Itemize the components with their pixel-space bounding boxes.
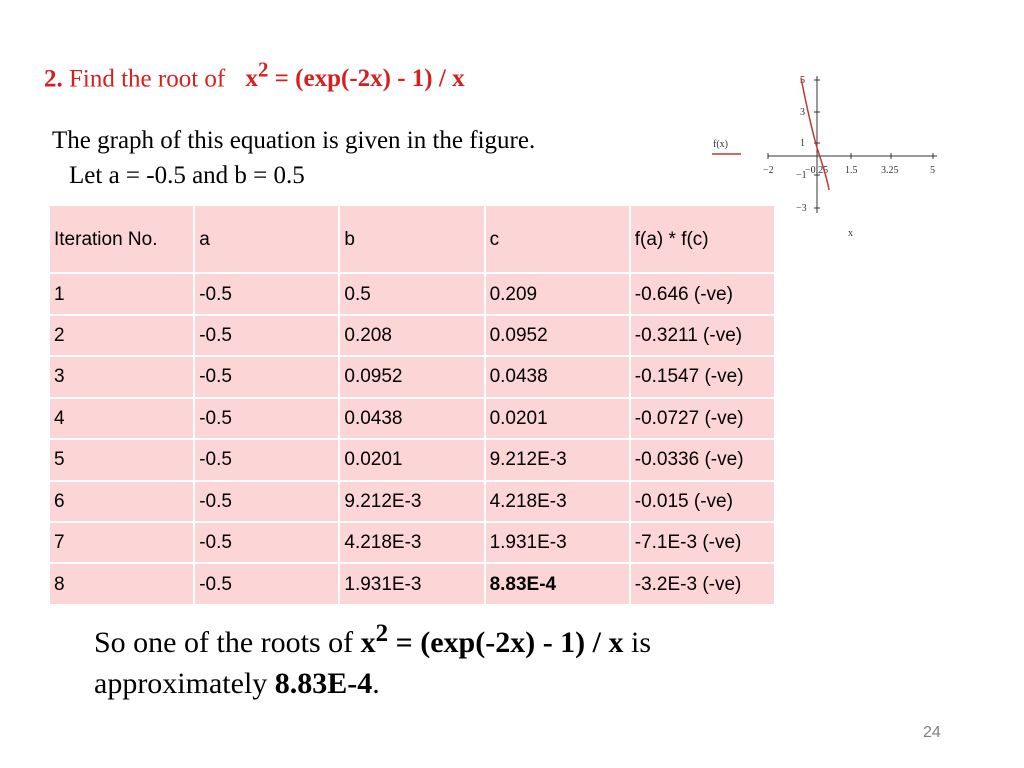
cell-c: 9.212E-3 — [485, 439, 630, 480]
slide-title — [44, 58, 465, 93]
conclusion-mid: is approximately — [94, 626, 652, 700]
header-a: a — [194, 205, 339, 273]
cell-b: 9.212E-3 — [339, 481, 484, 522]
cell-iteration: 5 — [49, 439, 194, 480]
cell-fafc: -0.1547 (-ve) — [630, 356, 775, 397]
cell-fafc: -0.646 (-ve) — [630, 273, 775, 314]
cell-a: -0.5 — [194, 273, 339, 314]
header-c: c — [485, 205, 630, 273]
y-tick-label: 3 — [800, 107, 805, 118]
cell-c: 0.0438 — [485, 356, 630, 397]
x-tick-label: 1.5 — [845, 165, 858, 176]
cell-iteration: 3 — [49, 356, 194, 397]
cell-fafc: -0.3211 (-ve) — [630, 315, 775, 356]
conclusion-equation: $x^2 = (\exp(-2x) - 1) / x$ — [360, 620, 624, 659]
table-row — [49, 398, 775, 439]
x-tick-label: 5 — [930, 165, 935, 176]
cell-fafc: -0.015 (-ve) — [630, 481, 775, 522]
x-tick-label: −0.25 — [805, 165, 829, 176]
cell-c: 4.218E-3 — [485, 481, 630, 522]
cell-a: -0.5 — [194, 481, 339, 522]
cell-a: -0.5 — [194, 315, 339, 356]
table-row — [49, 439, 775, 480]
cell-a: -0.5 — [194, 398, 339, 439]
cell-iteration: 8 — [49, 563, 194, 605]
cell-c: 0.0952 — [485, 315, 630, 356]
table-row — [49, 522, 775, 563]
cell-b: 0.0438 — [339, 398, 484, 439]
cell-fafc: -0.0336 (-ve) — [630, 439, 775, 480]
iteration-table — [48, 204, 776, 606]
cell-iteration: 7 — [49, 522, 194, 563]
graph-ylabel: f(x) — [713, 139, 728, 150]
cell-fafc: -7.1E-3 (-ve) — [630, 522, 775, 563]
problem-statement: Find the root of — [69, 65, 226, 93]
table-row — [49, 273, 775, 314]
cell-a: -0.5 — [194, 563, 339, 605]
y-tick-label: −3 — [796, 203, 807, 214]
y-tick-label: 1 — [800, 138, 805, 149]
y-tick-label: −1 — [796, 170, 807, 181]
cell-a: -0.5 — [194, 522, 339, 563]
conclusion-text — [94, 613, 794, 704]
conclusion-suffix: . — [372, 667, 380, 700]
header-iteration: Iteration No. — [49, 205, 194, 273]
x-tick-label: −2 — [763, 165, 774, 176]
cell-b: 0.0952 — [339, 356, 484, 397]
cell-iteration: 1 — [49, 273, 194, 314]
cell-iteration: 6 — [49, 481, 194, 522]
table-header-row — [49, 205, 775, 273]
intro-line-2: Let a = -0.5 and b = 0.5 — [69, 162, 305, 189]
table-row — [49, 563, 775, 605]
page-number: 24 — [923, 724, 941, 741]
header-b: b — [339, 205, 484, 273]
problem-number: 2. — [44, 65, 63, 93]
cell-iteration: 2 — [49, 315, 194, 356]
header-fafc: f(a) * f(c) — [630, 205, 775, 273]
cell-b: 0.208 — [339, 315, 484, 356]
cell-fafc: -0.0727 (-ve) — [630, 398, 775, 439]
table-row — [49, 315, 775, 356]
table-row — [49, 481, 775, 522]
problem-equation: $x^2 = (\exp(-2x) - 1) / x$ — [245, 58, 465, 93]
cell-b: 0.0201 — [339, 439, 484, 480]
cell-b: 4.218E-3 — [339, 522, 484, 563]
cell-c: 1.931E-3 — [485, 522, 630, 563]
cell-fafc: -3.2E-3 (-ve) — [630, 563, 775, 605]
x-tick-label: 3.25 — [881, 165, 899, 176]
cell-iteration: 4 — [49, 398, 194, 439]
cell-a: -0.5 — [194, 439, 339, 480]
table-row — [49, 356, 775, 397]
cell-c: 0.0201 — [485, 398, 630, 439]
intro-line-1: The graph of this equation is given in the figure. — [52, 127, 536, 154]
graph-xlabel: x — [848, 228, 853, 239]
cell-b: 1.931E-3 — [339, 563, 484, 605]
cell-c: 0.209 — [485, 273, 630, 314]
conclusion-prefix: So one of the roots of — [94, 626, 361, 659]
y-tick-label: 5 — [800, 75, 805, 86]
cell-c-root: 8.83E-4 — [485, 563, 630, 605]
conclusion-root: 8.83E-4 — [274, 667, 373, 700]
cell-a: -0.5 — [194, 356, 339, 397]
cell-b: 0.5 — [339, 273, 484, 314]
